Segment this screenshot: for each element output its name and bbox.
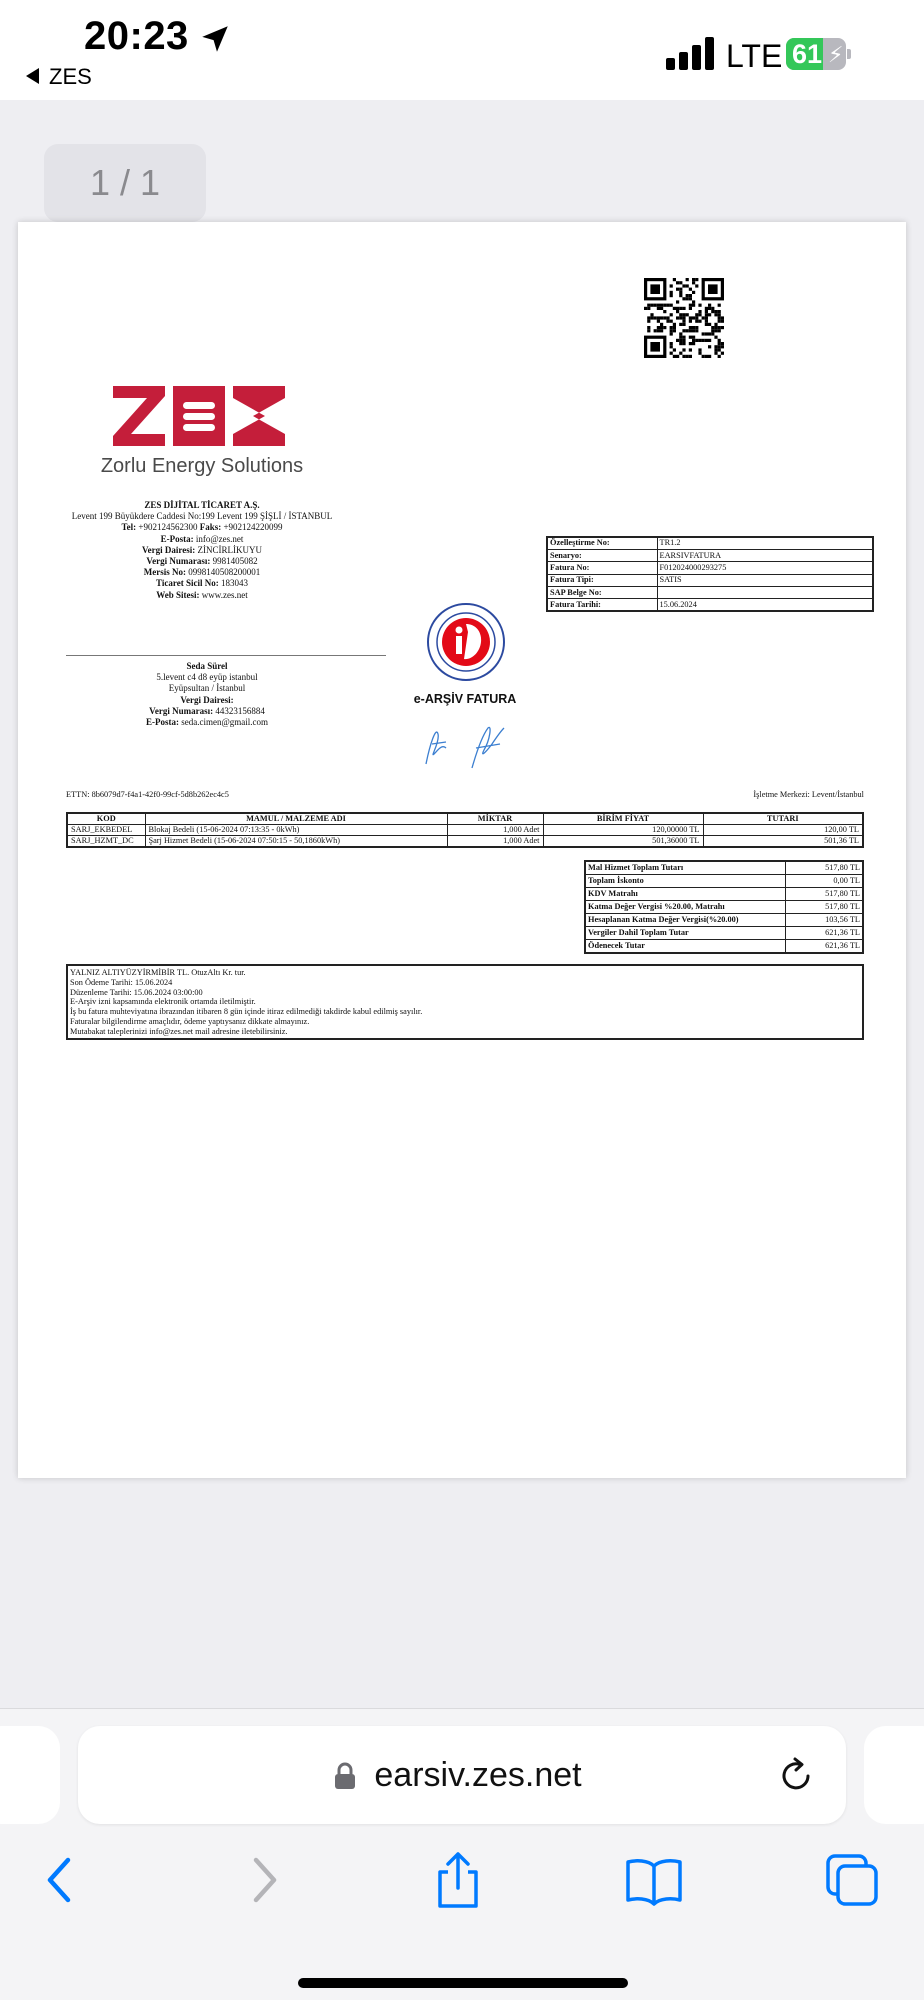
- totals-value: 517,80 TL: [785, 861, 863, 874]
- totals-row: [585, 861, 863, 874]
- next-tab-preview[interactable]: [864, 1726, 924, 1824]
- totals-row: [585, 940, 863, 953]
- totals-table: [584, 860, 864, 954]
- previous-tab-preview[interactable]: [0, 1726, 60, 1824]
- info-row: [547, 549, 873, 561]
- info-value: SATIS: [657, 574, 873, 586]
- address-bar[interactable]: [78, 1726, 846, 1824]
- back-to-app-button[interactable]: [26, 64, 92, 90]
- qr-code-icon: [644, 278, 724, 358]
- ettn-text: ETTN: 8b6079d7-f4a1-42f0-99cf-5d8b262ec4c5: [66, 790, 229, 799]
- buyer-info: Seda Sürel 5.levent c4 d8 eyüp istanbul Eyüpsultan / İstanbul Vergi Dairesi: Vergi Numarası: 44323156884 E-Posta: seda.cimen@gmail.com: [145, 661, 268, 728]
- items-table: [66, 812, 864, 848]
- note-line: Düzenleme Tarihi: 15.06.2024 03:00:00: [70, 987, 203, 997]
- info-label: Fatura Tarihi:: [547, 599, 657, 611]
- info-label: Özelleştirme No:: [547, 537, 657, 549]
- status-bar: [0, 0, 924, 100]
- status-time: 20:23: [84, 14, 189, 58]
- charging-bolt-icon: ⚡: [828, 42, 844, 67]
- info-row: [547, 599, 873, 611]
- totals-row: [585, 926, 863, 939]
- battery-percent: 61: [792, 39, 823, 69]
- invoice-info-table: [546, 536, 874, 612]
- col-header: BİRİM FİYAT: [543, 813, 703, 825]
- ministry-seal-icon: [426, 602, 506, 682]
- totals-row: [585, 887, 863, 900]
- table-row: SARJ_EKBEDEL Blokaj Bedeli (15-06-2024 07:13:35 - 0kWh) 1,000 Adet 120,00000 TL 120,00 TL: [67, 825, 863, 836]
- totals-label: Vergiler Dahil Toplam Tutar: [585, 926, 785, 939]
- logo-tagline: Zorlu Energy Solutions: [100, 455, 304, 477]
- totals-label: Mal Hizmet Toplam Tutarı: [585, 861, 785, 874]
- col-header: TUTARI: [703, 813, 863, 825]
- info-value: TR1.2: [657, 537, 873, 549]
- note-line: E-Arşiv izni kapsamında elektronik ortamda iletilmiştir.: [70, 997, 256, 1007]
- table-row: SARJ_HZMT_DC Şarj Hizmet Bedeli (15-06-2024 07:50:15 - 50,1860kWh) 1,000 Adet 501,36000 TL 501,36 TL: [67, 836, 863, 848]
- info-value: F012024000293275: [657, 562, 873, 574]
- signal-icon: [666, 36, 716, 70]
- info-row: [547, 562, 873, 574]
- share-icon[interactable]: [428, 1850, 488, 1910]
- location-arrow-icon: [198, 22, 232, 56]
- totals-row: [585, 900, 863, 913]
- browser-toolbar: [0, 1828, 924, 2000]
- info-label: SAP Belge No:: [547, 587, 657, 599]
- col-header: MİKTAR: [447, 813, 543, 825]
- totals-value: 621,36 TL: [785, 926, 863, 939]
- totals-label: Hesaplanan Katma Değer Vergisi(%20.00): [585, 913, 785, 926]
- back-icon[interactable]: [32, 1850, 92, 1910]
- totals-value: 0,00 TL: [785, 874, 863, 887]
- info-row: [547, 537, 873, 549]
- totals-label: KDV Matrahı: [585, 887, 785, 900]
- reload-icon[interactable]: [778, 1756, 816, 1794]
- note-line: İş bu fatura muhteviyatına ibrazından itibaren 8 gün içinde itiraz edilmediği takdirde kabul edilmiş sayılır.: [70, 1007, 423, 1017]
- signature-image: [416, 714, 526, 774]
- seller-info: ZES DİJİTAL TİCARET A.Ş. Levent 199 Büyükdere Caddesi No:199 Levent 199 ŞİŞLİ / İSTANBUL Tel: +902124562300 Faks: +902124220099 E-Posta: info@zes.net Vergi Dairesi: ZİNCİRLİKUYU Vergi Numarası: 9981405082 Mersis No: 0998140508200001 Ticaret Sicil No: 183043 Web Sitesi: www.zes.net: [71, 500, 333, 600]
- totals-row: [585, 913, 863, 926]
- battery-charging-icon: [786, 38, 852, 70]
- info-label: Fatura Tipi:: [547, 574, 657, 586]
- totals-row: [585, 874, 863, 887]
- info-label: Senaryo:: [547, 549, 657, 561]
- totals-value: 103,56 TL: [785, 913, 863, 926]
- col-header: MAMUL / MALZEME ADI: [145, 813, 447, 825]
- note-line: Son Ödeme Tarihi: 15.06.2024: [70, 977, 173, 987]
- bookmarks-icon[interactable]: [624, 1850, 684, 1910]
- totals-label: Ödenecek Tutar: [585, 940, 785, 953]
- network-type: LTE: [726, 38, 783, 74]
- totals-label: Katma Değer Vergisi %20.00, Matrahı: [585, 900, 785, 913]
- earsiv-fatura-label: e-ARŞİV FATURA: [413, 692, 517, 706]
- zes-logo: [113, 386, 285, 446]
- back-app-label: ZES: [49, 64, 92, 89]
- info-value: 15.06.2024: [657, 599, 873, 611]
- invoice-notes: [66, 964, 864, 1040]
- info-value: [657, 587, 873, 599]
- totals-value: 621,36 TL: [785, 940, 863, 953]
- totals-label: Toplam İskonto: [585, 874, 785, 887]
- info-row: [547, 574, 873, 586]
- totals-value: 517,80 TL: [785, 900, 863, 913]
- note-line: Mutabakat taleplerinizi info@zes.net mail adresine iletebilirsiniz.: [70, 1026, 288, 1036]
- business-center-text: İşletme Merkezi: Levent/İstanbul: [753, 790, 864, 799]
- invoice-document: [18, 222, 906, 1478]
- separator-line: [66, 655, 386, 656]
- info-label: Fatura No:: [547, 562, 657, 574]
- url-text[interactable]: earsiv.zes.net: [374, 1756, 582, 1794]
- back-triangle-icon: [26, 68, 39, 84]
- forward-icon[interactable]: [232, 1850, 292, 1910]
- tabs-icon[interactable]: [822, 1850, 882, 1910]
- note-line: Faturalar bilgilendirme amaçlıdır, ödeme yaptıysanız dikkate almayınız.: [70, 1016, 310, 1026]
- totals-value: 517,80 TL: [785, 887, 863, 900]
- note-line: YALNIZ ALTIYÜZYİRMİBİR TL. OtuzAltı Kr. tur.: [70, 968, 246, 977]
- col-header: KOD: [67, 813, 145, 825]
- info-value: EARSIVFATURA: [657, 549, 873, 561]
- page-indicator: 1 / 1: [44, 144, 206, 222]
- home-indicator: [298, 1978, 628, 1988]
- info-row: [547, 587, 873, 599]
